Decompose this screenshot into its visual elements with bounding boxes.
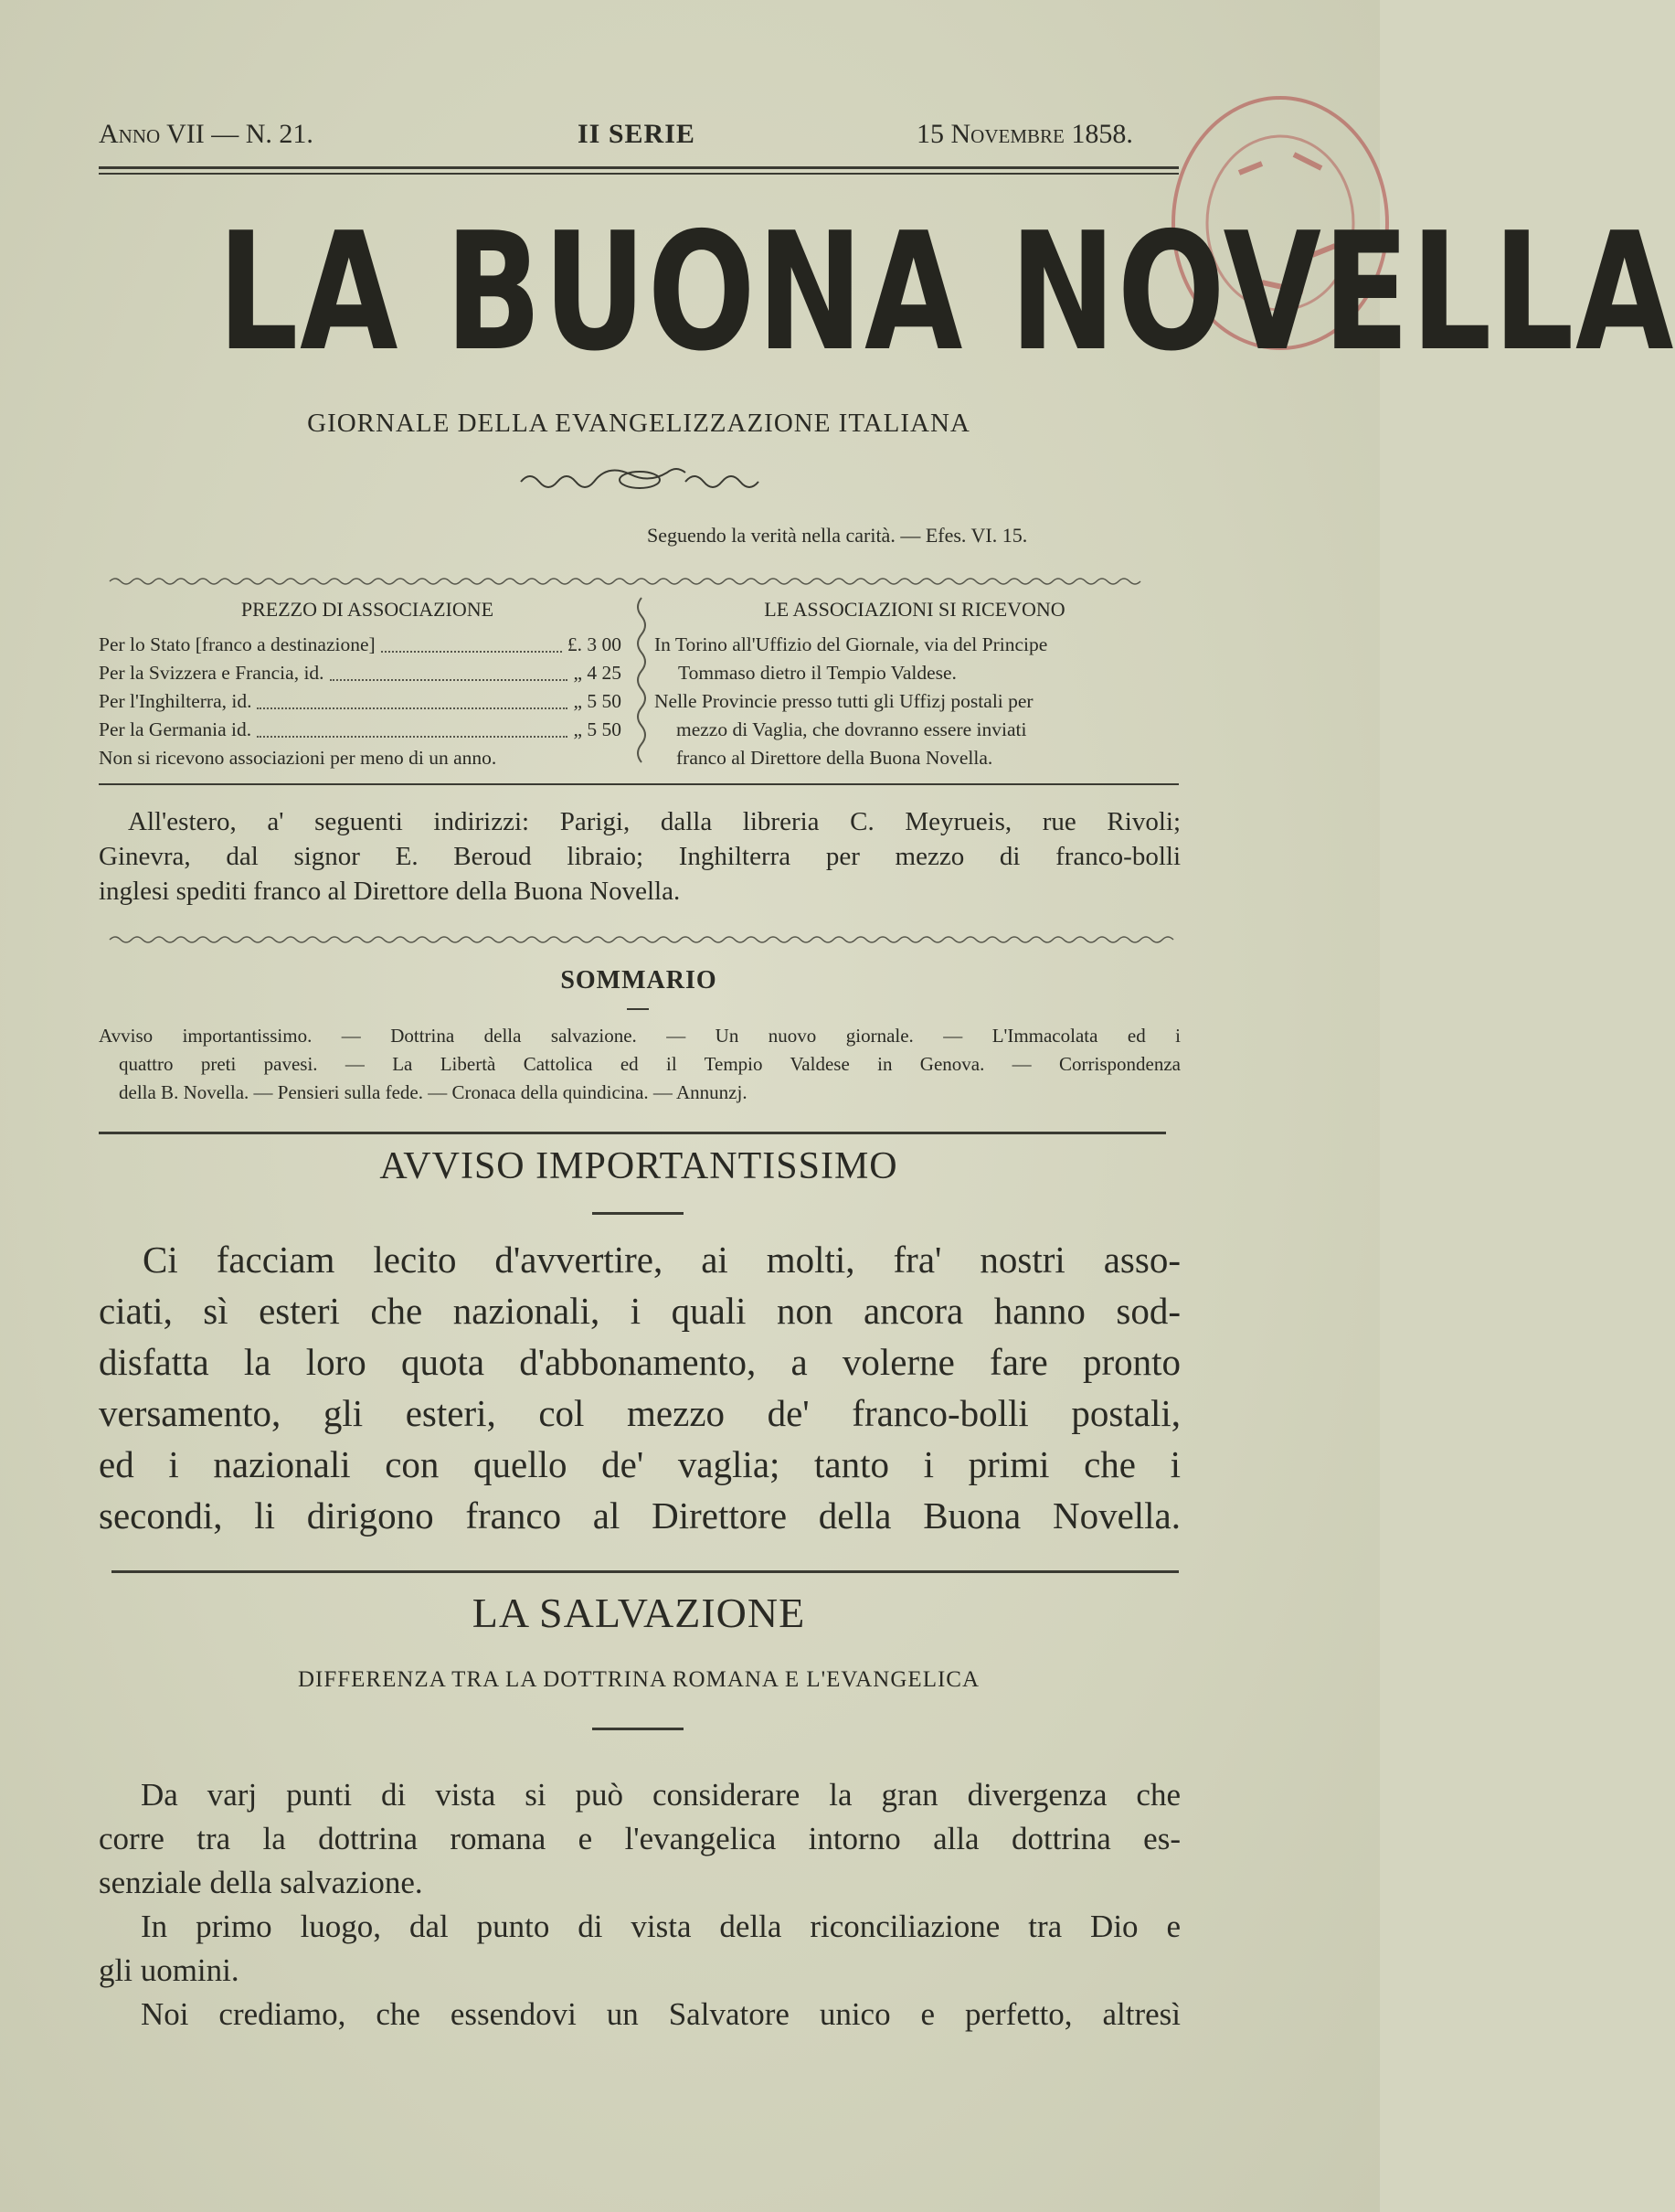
summary-dash <box>627 1008 649 1010</box>
article-body <box>99 1773 1181 2037</box>
article-heading: LA SALVAZIONE <box>472 1590 806 1636</box>
masthead-title: LA BUONA NOVELLA <box>217 197 1675 387</box>
subscriptions-text <box>654 631 1184 772</box>
subscriptions-line: franco al Direttore della Buona Novella. <box>676 747 993 769</box>
summary-line: Avviso importantissimo. — Dottrina della salvazione. — Un nuovo giornale. — L'Immacolata ed i <box>99 1025 1181 1047</box>
price-row: Per la Germania id. „ 5 50 <box>99 716 621 744</box>
wavy-rule-2 <box>110 934 1179 945</box>
issue-date: 15 Novembre 1858. <box>917 119 1133 149</box>
masthead-title-box <box>99 197 1675 387</box>
rule-after-notice <box>111 1570 1179 1573</box>
header-rule-top <box>99 166 1179 169</box>
article-heading-rule <box>592 1728 684 1730</box>
price-row: Per la Svizzera e Francia, id. „ 4 25 <box>99 659 621 687</box>
header-rule-bottom <box>99 173 1179 175</box>
notice-line: Ci facciam lecito d'avvertire, ai molti, fra' nostri asso- <box>143 1239 1181 1281</box>
article-line: senziale della salvazione. <box>99 1865 423 1900</box>
masthead-subtitle: GIORNALE DELLA EVANGELIZZAZIONE ITALIANA <box>307 409 970 438</box>
subscriptions-line: In Torino all'Uffizio del Giornale, via del Principe <box>654 633 1048 655</box>
rule-after-summary <box>99 1132 1166 1134</box>
price-row: Per l'Inghilterra, id. „ 5 50 <box>99 687 621 716</box>
brace-divider <box>631 596 652 771</box>
summary-heading: SOMMARIO <box>560 966 717 994</box>
abroad-line: Ginevra, dal signor E. Beroud libraio; Inghilterra per mezzo di franco-bolli <box>99 842 1181 871</box>
notice-heading: AVVISO IMPORTANTISSIMO <box>379 1145 898 1187</box>
notice-line: ciati, sì esteri che nazionali, i quali non ancora hanno sod- <box>99 1290 1181 1332</box>
summary-line: quattro preti pavesi. — La Libertà Cattolica ed il Tempio Valdese in Genova. — Corrispondenza <box>119 1053 1181 1075</box>
abroad-line: All'estero, a' seguenti indirizzi: Parigi, dalla libreria C. Meyrueis, rue Rivoli; <box>128 807 1181 836</box>
wavy-rule-1 <box>110 576 1179 587</box>
subscriptions-line: Tommaso dietro il Tempio Valdese. <box>678 662 957 684</box>
notice-heading-rule <box>592 1212 684 1215</box>
price-row: Per lo Stato [franco a destinazione] £. 3 00 <box>99 631 621 659</box>
subscriptions-line: mezzo di Vaglia, che dovranno essere inviati <box>676 718 1027 740</box>
summary-text <box>99 1022 1181 1107</box>
prices-table <box>99 631 621 772</box>
prices-heading: PREZZO DI ASSOCIAZIONE <box>240 598 494 621</box>
rule-after-prices <box>99 783 1179 785</box>
abroad-paragraph <box>99 804 1181 909</box>
subscriptions-line: Nelle Provincie presso tutti gli Uffizj postali per <box>654 690 1034 712</box>
series-label: II SERIE <box>578 119 695 149</box>
summary-line: della B. Novella. — Pensieri sulla fede. — Cronaca della quindicina. — Annunzj. <box>119 1081 747 1103</box>
notice-line: disfatta la loro quota d'abbonamento, a volerne fare pronto <box>99 1341 1181 1383</box>
abroad-line: inglesi spediti franco al Direttore della Buona Novella. <box>99 877 681 906</box>
issue-number: Anno VII — N. 21. <box>99 119 313 149</box>
article-line: In primo luogo, dal punto di vista della riconciliazione tra Dio e <box>141 1909 1181 1944</box>
masthead-motto: Seguendo la verità nella carità. — Efes. VI. 15. <box>647 524 1028 547</box>
article-line: corre tra la dottrina romana e l'evangelica intorno alla dottrina es- <box>99 1821 1181 1856</box>
notice-line: ed i nazionali con quello de' vaglia; tanto i primi che i <box>99 1443 1181 1485</box>
notice-line: secondi, li dirigono franco al Direttore della Buona Novella. <box>99 1494 1181 1537</box>
prices-note: Non si ricevono associazioni per meno di un anno. <box>99 747 497 769</box>
article-line: Noi crediamo, che essendovi un Salvatore unico e perfetto, altresì <box>141 1996 1181 2032</box>
article-line: gli uomini. <box>99 1952 239 1988</box>
notice-paragraph <box>99 1234 1181 1541</box>
article-line: Da varj punti di vista si può considerare la gran divergenza che <box>141 1777 1181 1813</box>
notice-line: versamento, gli esteri, col mezzo de' franco-bolli postali, <box>99 1392 1181 1434</box>
subscriptions-heading: LE ASSOCIAZIONI SI RICEVONO <box>764 598 1065 621</box>
ornament-flourish-icon <box>516 462 763 495</box>
article-subheading: DIFFERENZA TRA LA DOTTRINA ROMANA E L'EVANGELICA <box>297 1667 981 1692</box>
